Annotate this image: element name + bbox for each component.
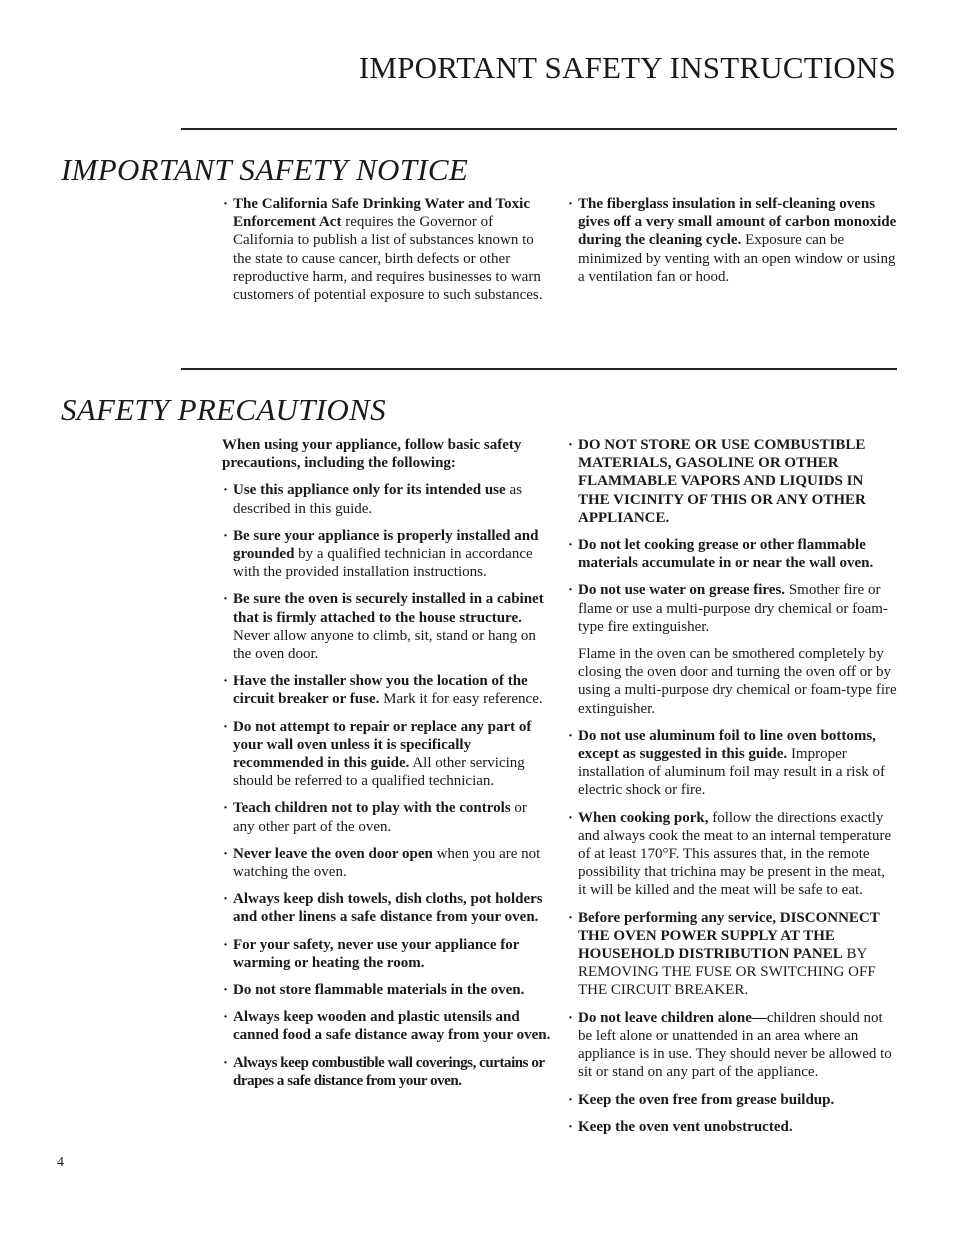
precaution-item-bold: Be sure your appliance is properly installed and grounded	[233, 527, 539, 563]
precaution-item	[222, 890, 552, 926]
precaution-item-bold: Keep the oven vent unobstructed.	[578, 1118, 793, 1135]
precaution-item	[567, 436, 897, 527]
precaution-item-bold: Do not let cooking grease or other flammable materials accumulate in or near the wall oven.	[578, 537, 874, 572]
notice-item	[222, 195, 552, 304]
precaution-item-text: Smother fire or flame or use a multi-purpose dry chemical or foam-type fire extinguisher.	[578, 582, 888, 635]
precaution-item-bold: Do not leave children alone—	[578, 1009, 767, 1026]
precaution-item-bold: Always keep wooden and plastic utensils and canned food a safe distance away from your oven.	[233, 1009, 551, 1044]
precaution-paragraph: Flame in the oven can be smothered completely by closing the oven door and turning the oven off or by using a multi-purpose dry chemical or foam-type fire extinguisher.	[578, 646, 897, 717]
precaution-item	[222, 981, 552, 999]
precaution-item-text: Never allow anyone to climb, sit, stand or hang on the oven door.	[233, 627, 536, 663]
page-header: IMPORTANT SAFETY INSTRUCTIONS	[358, 50, 896, 85]
precaution-item-bold: Before performing any service, DISCONNECT THE OVEN POWER SUPPLY AT THE HOUSEHOLD DISTRIBUTION PANEL	[578, 909, 880, 963]
notice-column-left	[222, 195, 552, 313]
precaution-item	[222, 718, 552, 791]
precaution-item	[567, 1091, 897, 1109]
section-divider	[181, 128, 897, 130]
precaution-item	[222, 590, 552, 663]
precaution-item-text: by a qualified technician in accordance with the provided installation instructions.	[233, 546, 533, 581]
precaution-item-bold: Keep the oven free from grease buildup.	[578, 1091, 835, 1108]
page-number: 4	[57, 1155, 64, 1170]
precaution-item-text: Improper installation of aluminum foil may result in a risk of electric shock or fire.	[578, 746, 886, 799]
precaution-item-text: Mark it for easy reference.	[379, 691, 543, 708]
precaution-item-bold: Do not store flammable materials in the oven.	[233, 982, 525, 999]
precaution-item	[222, 936, 552, 972]
precaution-item-text: as described in this guide.	[233, 482, 522, 517]
precaution-item	[567, 909, 897, 1000]
precautions-column-left	[222, 436, 552, 1099]
notice-item-text: requires the Governor of California to publish a list of substances known to the state to cause cancer, birth defects or other reproductive harm, and requires businesses to warn customers of potential exposure to such substances.	[233, 214, 543, 304]
precaution-item	[567, 809, 897, 900]
precaution-item	[222, 799, 552, 835]
precaution-item-text: follow the directions exactly and always cook the meat to an internal temperature of at least 170°F. This assures that, in the remote possibility that trichina may be present in the meat, it will be killed and the meat will be safe to eat.	[578, 809, 892, 899]
precaution-item	[567, 581, 897, 636]
precaution-item-bold: Always keep combustible wall coverings, curtains or drapes a safe distance from your oven.	[233, 1054, 545, 1089]
precaution-item	[222, 527, 552, 582]
precaution-item-bold: Do not use water on grease fires.	[578, 582, 786, 599]
precaution-item-bold: DO NOT STORE OR USE COMBUSTIBLE MATERIALS, GASOLINE OR OTHER FLAMMABLE VAPORS AND LIQUIDS IN THE VICINITY OF THIS OR ANY OTHER APPLIANCE.	[578, 437, 866, 526]
precaution-item-bold: When cooking pork,	[578, 809, 709, 826]
precautions-intro: When using your appliance, follow basic safety precautions, including the following:	[222, 437, 522, 472]
precaution-item-text: or any other part of the oven.	[233, 800, 527, 835]
precaution-item	[567, 727, 897, 800]
precaution-item-bold: Be sure the oven is securely installed in a cabinet that is firmly attached to the house structure.	[233, 591, 544, 626]
precaution-item	[567, 536, 897, 572]
precautions-column-right	[567, 436, 897, 1145]
precaution-item	[222, 1054, 552, 1090]
precaution-item	[567, 1118, 897, 1136]
precaution-item-bold: Have the installer show you the location of the circuit breaker or fuse.	[233, 673, 528, 708]
precautions-section-title: SAFETY PRECAUTIONS	[61, 392, 386, 427]
precaution-item-text: children should not be left alone or unattended in an area where an appliance is in use. They should never be allowed to sit or stand on any part of the appliance.	[578, 1009, 892, 1081]
precaution-item-bold: Do not use aluminum foil to line oven bottoms, except as suggested in this guide.	[578, 727, 876, 763]
precaution-item	[222, 672, 552, 708]
notice-column-right	[567, 195, 897, 295]
notice-item	[567, 195, 897, 286]
notice-item-text: Exposure can be minimized by venting with an open window or using a ventilation fan or hood.	[578, 232, 896, 285]
precaution-item-bold: Always keep dish towels, dish cloths, pot holders and other linens a safe distance from your oven.	[233, 891, 543, 926]
precaution-item	[222, 845, 552, 881]
precaution-item	[222, 1008, 552, 1044]
notice-item-bold: The fiberglass insulation in self-cleaning ovens gives off a very small amount of carbon monoxide during the cleaning cycle.	[578, 196, 897, 249]
precaution-item-text: BY REMOVING THE FUSE OR SWITCHING OFF THE CIRCUIT BREAKER.	[578, 946, 876, 999]
precaution-item-bold: Do not attempt to repair or replace any part of your wall oven unless it is specifically recommended in this guide.	[233, 718, 532, 772]
precaution-item-bold: For your safety, never use your appliance for warming or heating the room.	[233, 936, 520, 971]
precaution-item-bold: Teach children not to play with the controls	[233, 800, 511, 817]
notice-section-title: IMPORTANT SAFETY NOTICE	[61, 152, 469, 187]
precaution-item	[222, 481, 552, 517]
precaution-item-text: All other servicing should be referred to a qualified technician.	[233, 755, 525, 790]
precaution-item-text: when you are not watching the oven.	[233, 845, 541, 881]
notice-item-bold: The California Safe Drinking Water and Toxic Enforcement Act	[233, 196, 530, 231]
precaution-item	[567, 1009, 897, 1082]
precaution-item-bold: Never leave the oven door open	[233, 845, 433, 862]
section-divider	[181, 368, 897, 370]
precaution-item-bold: Use this appliance only for its intended use	[233, 482, 506, 499]
